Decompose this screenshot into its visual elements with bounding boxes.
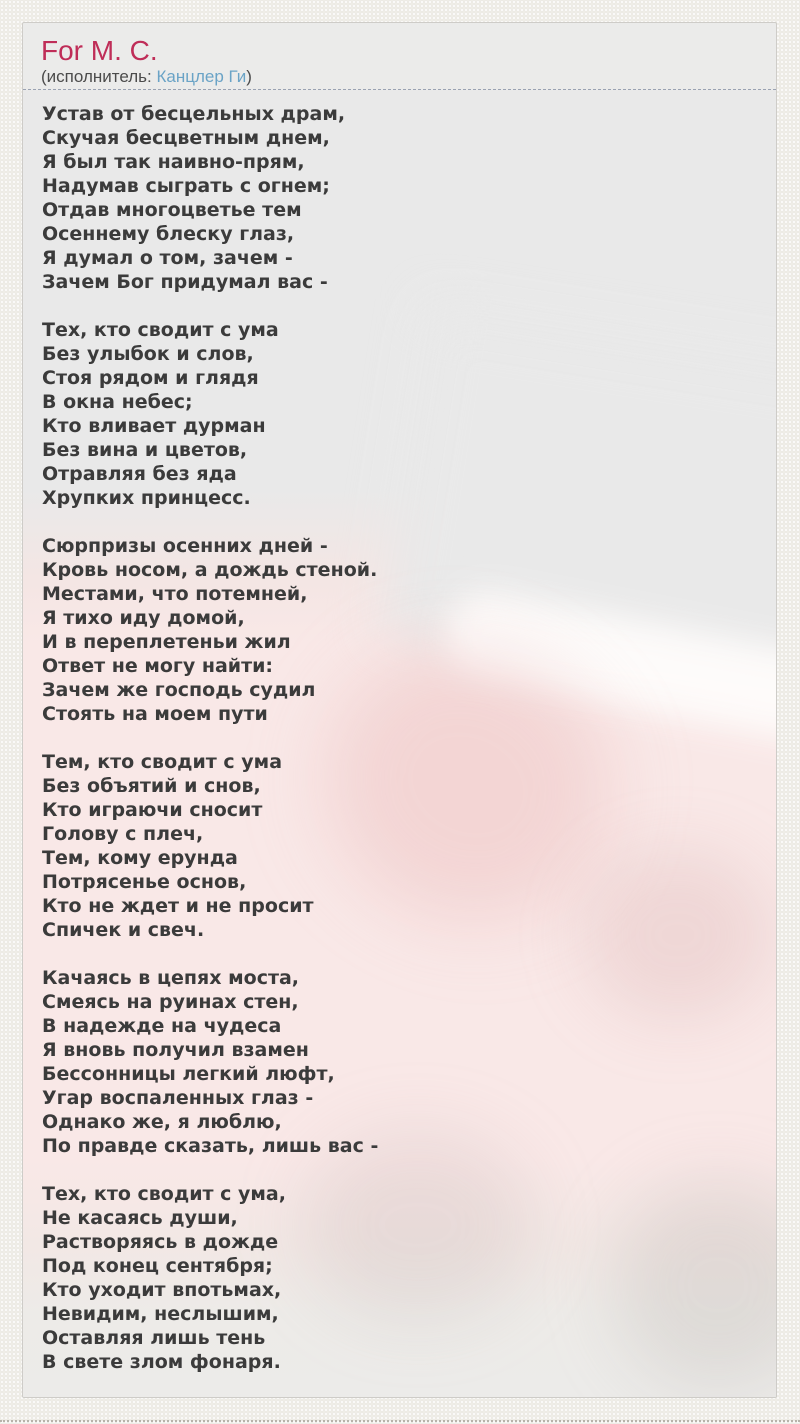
lyrics-stanza: Сюрпризы осенних дней - Кровь носом, а дождь стеной. Местами, что потемней, Я тихо иду домой, И в переплетеньи жил Ответ не могу найти: Зачем же господь судил Стоять на моем пути — [42, 535, 378, 725]
lyrics-stanza: Тех, кто сводит с ума Без улыбок и слов, Стоя рядом и глядя В окна небес; Кто вливает дурман Без вина и цветов, Отравляя без яда Хрупких принцесс. — [42, 319, 279, 509]
lyrics-stanza: Устав от бесцельных драм, Скучая бесцветным днем, Я был так наивно-прям, Надумав сыграть с огнем; Отдав многоцветье тем Осеннему блеску глаз, Я думал о том, зачем - Зачем Бог придумал вас - — [42, 103, 346, 293]
lyrics-section — [23, 90, 776, 1398]
lyrics-text — [23, 90, 776, 1374]
lyrics-stanza: Качаясь в цепях моста, Смеясь на руинах стен, В надежде на чудеса Я вновь получил взамен Бессонницы легкий люфт, Угар воспаленных глаз - Однако же, я люблю, По правде сказать, лишь вас - — [42, 967, 379, 1157]
artist-line — [41, 66, 758, 89]
artist-label-open: (исполнитель: — [41, 67, 157, 86]
lyrics-stanza: Тем, кто сводит с ума Без объятий и снов, Кто играючи сносит Голову с плеч, Тем, кому ерунда Потрясенье основ, Кто не ждет и не просит Спичек и свеч. — [42, 751, 314, 941]
bottom-dotted-separator — [0, 1420, 800, 1422]
artist-label-close: ) — [246, 67, 252, 86]
song-title: For M. C. — [41, 35, 158, 66]
lyrics-stanza: Тех, кто сводит с ума, Не касаясь души, Растворяясь в дожде Под конец сентября; Кто уходит впотьмах, Невидим, неслышим, Оставляя лишь тень В свете злом фонаря. — [42, 1183, 286, 1373]
lyrics-card — [22, 22, 777, 1398]
song-header — [23, 23, 776, 90]
artist-link[interactable]: Канцлер Ги — [156, 67, 247, 86]
